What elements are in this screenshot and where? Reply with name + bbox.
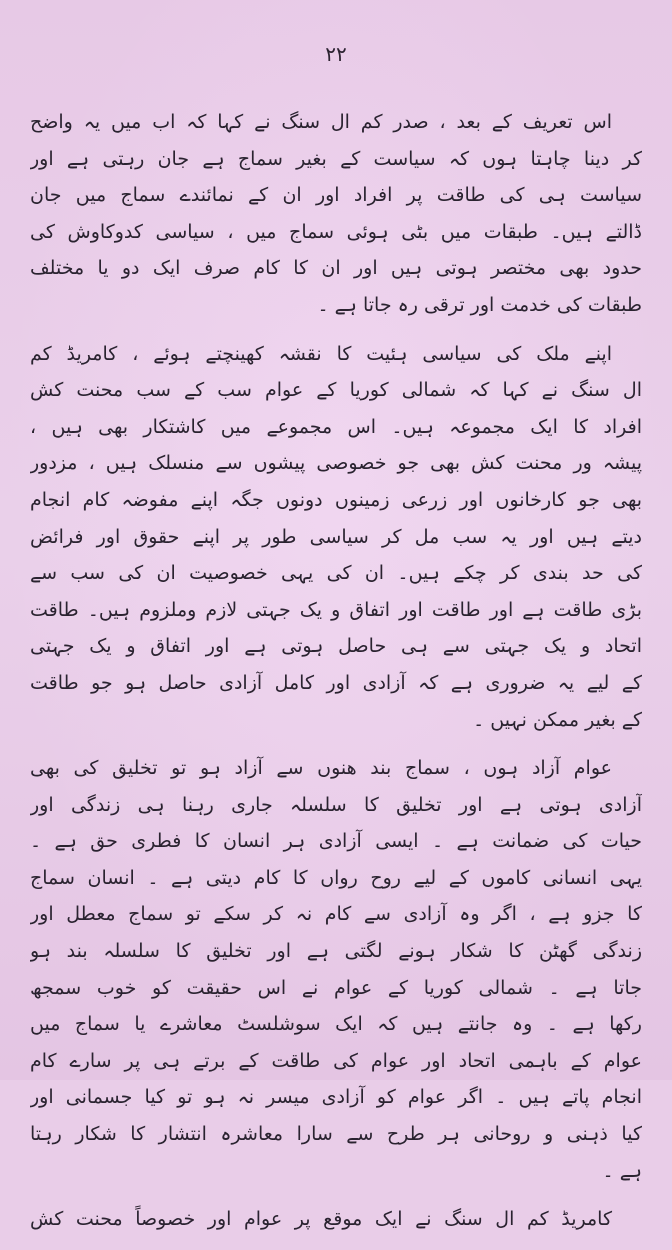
text-line: عوام آزاد ہوں ، سماج بند ھنوں سے آزاد ہو تو تخلیق کی بھی: [30, 757, 612, 780]
text-line: اپنے ملک کی سیاسی ہئیت کا نقشہ کھینچتے ہوئے ، کامریڈ کم: [30, 342, 612, 365]
text-line: یہی انسانی کاموں کے لیے روح رواں کا کام دیتی ہے ۔ انسان سماج: [30, 866, 642, 889]
text-line: آزادی ہوتی ہے اور تخلیق کا سلسلہ جاری رہنا ہی زندگی اور: [30, 793, 642, 816]
text-line: ڈالتے ہیں۔ طبقات میں بٹی ہوئی سماج میں ، سیاسی کدوکاوش کی: [30, 220, 642, 243]
page-number: ۲۲: [325, 42, 347, 66]
text-line: بھی جو کارخانوں اور زرعی زمینوں دونوں جگہ اپنے مفوضہ کام انجام: [30, 488, 642, 511]
paragraph: [30, 104, 642, 324]
text-line: پیشہ ور محنت کش بھی جو خصوصی پیشوں سے منسلک ہیں ، مزدور: [30, 452, 642, 475]
text-line: دیتے ہیں اور یہ سب مل کر سیاسی طور پر اپنے حقوق اور فرائض: [30, 525, 642, 548]
text-line: افراد کا ایک مجموعہ ہیں۔ اس مجموعے میں کاشتکار بھی ہیں ،: [30, 415, 642, 438]
text-line: بڑی طاقت ہے اور طاقت اور اتفاق و یک جہتی لازم وملزوم ہیں۔ طاقت: [30, 598, 642, 621]
text-line: انجام پاتے ہیں ۔ اگر عوام کو آزادی میسر نہ ہو تو کیا جسمانی اور: [30, 1086, 642, 1109]
text-line: کے لیے یہ ضروری ہے کہ آزادی اور کامل آزادی حاصل ہو جو طاقت: [30, 671, 642, 694]
text-line: زندگی گھٹن کا شکار ہونے لگتی ہے اور تخلیق کا سلسلہ بند ہو: [30, 940, 642, 963]
text-line: حیات کی ضمانت ہے ۔ ایسی آزادی ہر انسان کا فطری حق ہے ۔: [30, 830, 642, 853]
text-line: حدود بھی مختصر ہوتی ہیں اور ان کا کام صرف ایک دو یا مختلف: [30, 257, 642, 280]
text-line: طبقات کی خدمت اور ترقی رہ جاتا ہے ۔: [317, 293, 642, 316]
text-line: کیا ذہنی و روحانی ہر طرح سے سارا معاشرہ انتشار کا شکار رہتا: [30, 1123, 642, 1146]
text-line: جاتا ہے ۔ شمالی کوریا کے عوام نے اس حقیقت کو خوب سمجھ: [30, 976, 642, 999]
text-line: سیاست ہی کی طاقت پر افراد اور ان کے نمائندے سماج میں جان: [30, 184, 642, 207]
body-text: [30, 104, 642, 1250]
text-line: کر دینا چاہتا ہوں کہ سیاست کے بغیر سماج ہے جان رہتی ہے اور: [30, 147, 642, 170]
text-line: کامریڈ کم ال سنگ نے ایک موقع پر عوام اور خصوصاً محنت کش: [30, 1208, 612, 1231]
text-line: کا جزو ہے ، اگر وہ آزادی سے کام نہ کر سکے تو سماج معطل اور: [30, 903, 642, 926]
text-line: کے بغیر ممکن نہیں ۔: [473, 708, 642, 731]
text-line: ال سنگ نے کہا کہ شمالی کوریا کے عوام سب کے سب محنت کش: [30, 379, 642, 402]
text-line: اتحاد و یک جہتی سے ہی حاصل ہوتی ہے اور اتفاق و یک جہتی: [30, 635, 642, 658]
text-line: ہے ۔: [602, 1159, 642, 1182]
text-line: کی حد بندی کر چکے ہیں۔ ان کی یہی خصوصیت ان کی سب سے: [30, 562, 642, 585]
paragraph: [30, 1201, 642, 1238]
paragraph: [30, 750, 642, 1189]
text-line: رکھا ہے ۔ وہ جانتے ہیں کہ ایک سوشلسٹ معاشرے یا سماج میں: [30, 1013, 642, 1036]
paragraph: [30, 336, 642, 739]
text-line: عوام کے باہمی اتحاد اور عوام کی طاقت کے برتے ہی پر سارے کام: [30, 1049, 642, 1072]
text-line: اس تعریف کے بعد ، صدر کم ال سنگ نے کہا کہ اب میں یہ واضح: [30, 111, 612, 133]
